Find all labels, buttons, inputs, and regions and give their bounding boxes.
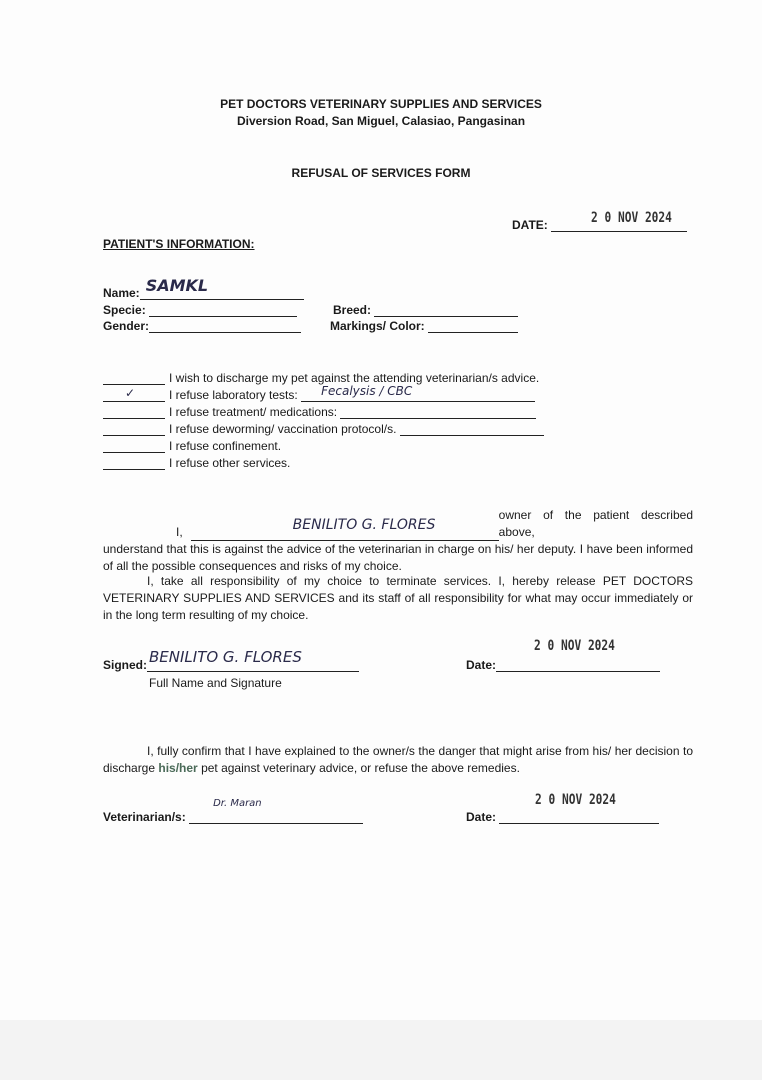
form-title: REFUSAL OF SERVICES FORM xyxy=(291,166,471,180)
company-name: PET DOCTORS VETERINARY SUPPLIES AND SERVICES xyxy=(220,97,542,111)
breed-label: Breed: xyxy=(333,303,372,317)
markings-field xyxy=(330,319,518,333)
vet-date-stamp: 2 0 NOV 2024 xyxy=(535,792,617,808)
option-confinement xyxy=(103,439,281,453)
vet-confirmation xyxy=(103,743,693,777)
signed-date-stamp: 2 0 NOV 2024 xyxy=(534,638,615,654)
option-text: I refuse deworming/ vaccination protocol/s. xyxy=(169,422,397,436)
owner-name-handwritten: BENILITO G. FLORES xyxy=(292,517,436,533)
option-text: I refuse other services. xyxy=(169,456,291,470)
name-label: Name: xyxy=(103,286,140,300)
owner-statement-rest: owner of the patient described above, xyxy=(498,508,693,539)
pet-name-handwritten: SAMKL xyxy=(145,276,209,295)
veterinarian-field xyxy=(103,798,363,824)
veterinarian-label: Veterinarian/s: xyxy=(103,810,186,824)
owner-signature: BENILITO G. FLORES xyxy=(149,648,302,666)
option-text: I wish to discharge my pet against the attending veterinarian/s advice. xyxy=(169,371,540,385)
option-text: I refuse confinement. xyxy=(169,439,282,453)
signature-caption: Full Name and Signature xyxy=(149,676,282,690)
signed-date-label: Date: xyxy=(466,658,497,672)
responsibility-statement: I, take all responsibility of my choice to terminate services. I, hereby release PET DOCTORS VETERINARY SUPPLIES AND SERVICES and its staff of all responsibility for what may occur immediately or in the long term resulting of my choice. xyxy=(103,574,693,622)
date-stamp: 2 0 NOV 2024 xyxy=(591,210,673,226)
owner-prefix: I, xyxy=(176,525,183,539)
specie-field xyxy=(103,303,297,317)
date-label: DATE: xyxy=(512,218,548,232)
vet-confirmation-text-end: pet against veterinary advice, or refuse the above remedies. xyxy=(197,761,520,775)
signed-date-field xyxy=(466,638,660,672)
option-deworming xyxy=(103,422,548,436)
patient-info-heading: PATIENT'S INFORMATION: xyxy=(103,237,255,251)
owner-statement xyxy=(103,507,693,575)
option-other xyxy=(103,456,290,470)
company-address: Diversion Road, San Miguel, Calasiao, Pangasinan xyxy=(236,114,526,128)
markings-label: Markings/ Color: xyxy=(330,319,425,333)
breed-field xyxy=(333,303,518,317)
gender-field xyxy=(103,319,301,333)
lab-tests-handwritten: Fecalysis / CBC xyxy=(321,384,413,398)
date-field xyxy=(512,210,687,232)
scan-bottom-edge xyxy=(0,1020,762,1080)
specie-label: Specie: xyxy=(103,303,146,317)
vet-date-field xyxy=(466,792,659,824)
owner-statement-body: understand that this is against the advice of the veterinarian in charge on his/ her deputy. I have been informed of all the possible consequences and risks of my choice. xyxy=(103,542,693,573)
signed-field xyxy=(103,648,359,672)
name-field xyxy=(103,276,304,300)
gender-label: Gender: xyxy=(103,319,150,333)
vet-confirmation-highlight: his/her xyxy=(158,761,198,775)
option-text: I refuse treatment/ medications: xyxy=(169,405,338,419)
option-discharge xyxy=(103,371,539,385)
vet-date-label: Date: xyxy=(466,810,497,824)
option-treatment xyxy=(103,405,540,419)
check-mark-icon: ✓ xyxy=(125,386,136,400)
signed-label: Signed: xyxy=(103,658,147,672)
option-lab-tests xyxy=(103,384,539,402)
veterinarian-handwritten: Dr. Maran xyxy=(213,798,262,809)
option-text: I refuse laboratory tests: xyxy=(169,388,298,402)
vet-confirmation-text: I, fully confirm that I have explained to the owner/s the danger that might arise from his/ her decision to discharge xyxy=(103,744,693,775)
